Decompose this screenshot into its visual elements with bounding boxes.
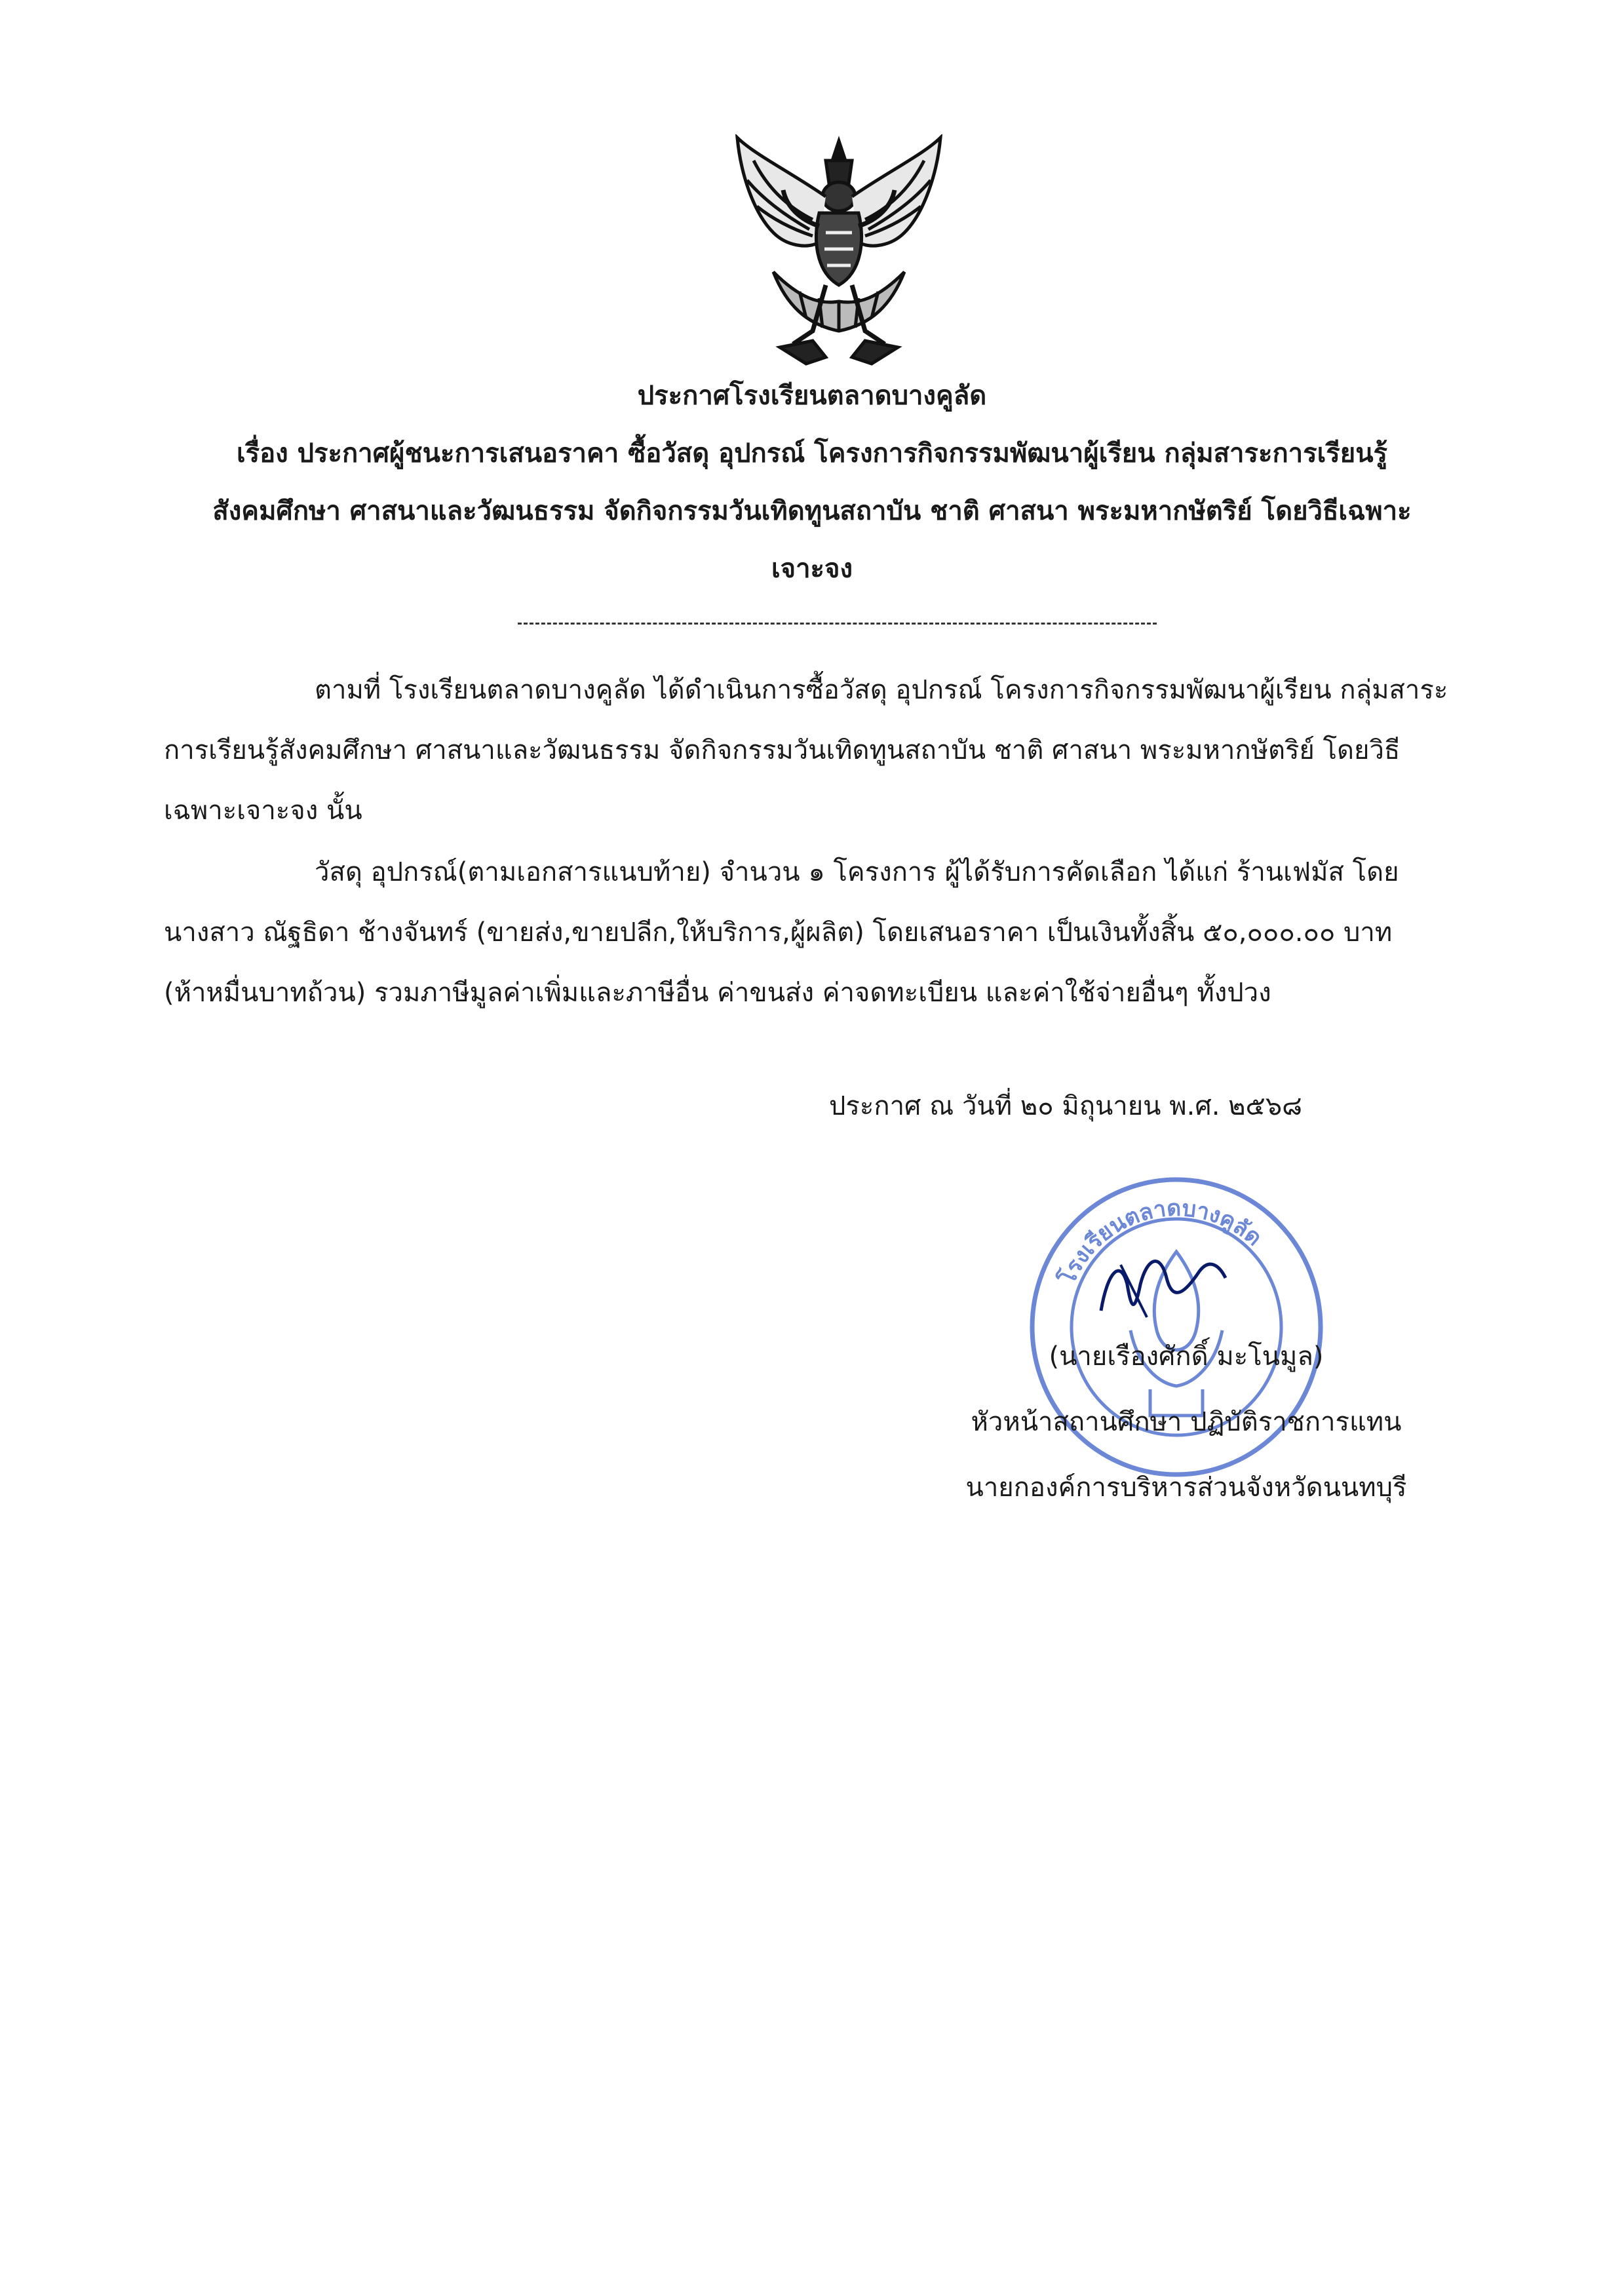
signatory-position-2: นายกองค์การบริหารส่วนจังหวัดนนทบุรี [965, 1473, 1407, 1503]
signature-block [937, 1324, 1435, 1520]
stamp-text: โรงเรียนตลาดบางคูลัด [1054, 1195, 1267, 1289]
org-title: ประกาศโรงเรียนตลาดบางคูลัด [637, 381, 987, 411]
subject-line-1: เรื่อง ประกาศผู้ชนะการเสนอราคา ซื้อวัสดุ อุปกรณ์ โครงการกิจกรรมพัฒนาผู้เรียน กลุ่มสาระการเรียนรู้ [236, 438, 1388, 469]
paragraph-2-line-2: นางสาว ณัฐธิดา ช้างจันทร์ (ขายส่ง,ขายปลีก,ให้บริการ,ผู้ผลิต) โดยเสนอราคา เป็นเงินทั้งสิ้น ๕๐,๐๐๐.๐๐ บาท [164, 917, 1393, 948]
paragraph-2-line-3: (ห้าหมื่นบาทถ้วน) รวมภาษีมูลค่าเพิ่มและภาษีอื่น ค่าขนส่ง ค่าจดทะเบียน และค่าใช้จ่ายอื่นๆ ทั้งปวง [164, 978, 1271, 1008]
paragraph-1-line-3: เฉพาะเจาะจง นั้น [164, 796, 362, 826]
paragraph-1-line-1: ตามที่ โรงเรียนตลาดบางคูลัด ได้ดำเนินการซื้อวัสดุ อุปกรณ์ โครงการกิจกรรมพัฒนาผู้เรียน กลุ่มสาระ [315, 675, 1448, 705]
paragraph-1-line-2: การเรียนรู้สังคมศึกษา ศาสนาและวัฒนธรรม จัดกิจกรรมวันเทิดทูนสถาบัน ชาติ ศาสนา พระมหากษัตริย์ โดยวิธี [164, 735, 1401, 765]
announce-date: ประกาศ ณ วันที่ ๒๐ มิถุนายน พ.ศ. ๒๕๖๘ [829, 1091, 1303, 1121]
title-divider [518, 623, 1157, 625]
signatory-position-1: หัวหน้าสถานศึกษา ปฏิบัติราชการแทน [971, 1407, 1402, 1437]
garuda-emblem-icon [727, 134, 950, 367]
announcement-title-block [164, 367, 1460, 598]
handwritten-signature-icon [1088, 1245, 1239, 1330]
subject-line-2: สังคมศึกษา ศาสนาและวัฒนธรรม จัดกิจกรรมวันเทิดทูนสถาบัน ชาติ ศาสนา พระมหากษัตริย์ โดยวิธีเฉพาะ [212, 496, 1412, 526]
paragraph-2-line-1: วัสดุ อุปกรณ์(ตามเอกสารแนบท้าย) จำนวน ๑ โครงการ ผู้ได้รับการคัดเลือก ได้แก่ ร้านเฟมัส โดย [315, 857, 1399, 887]
signatory-name: (นายเรืองศักดิ์ มะโนมูล) [1049, 1341, 1324, 1372]
subject-line-3: เจาะจง [771, 554, 853, 584]
